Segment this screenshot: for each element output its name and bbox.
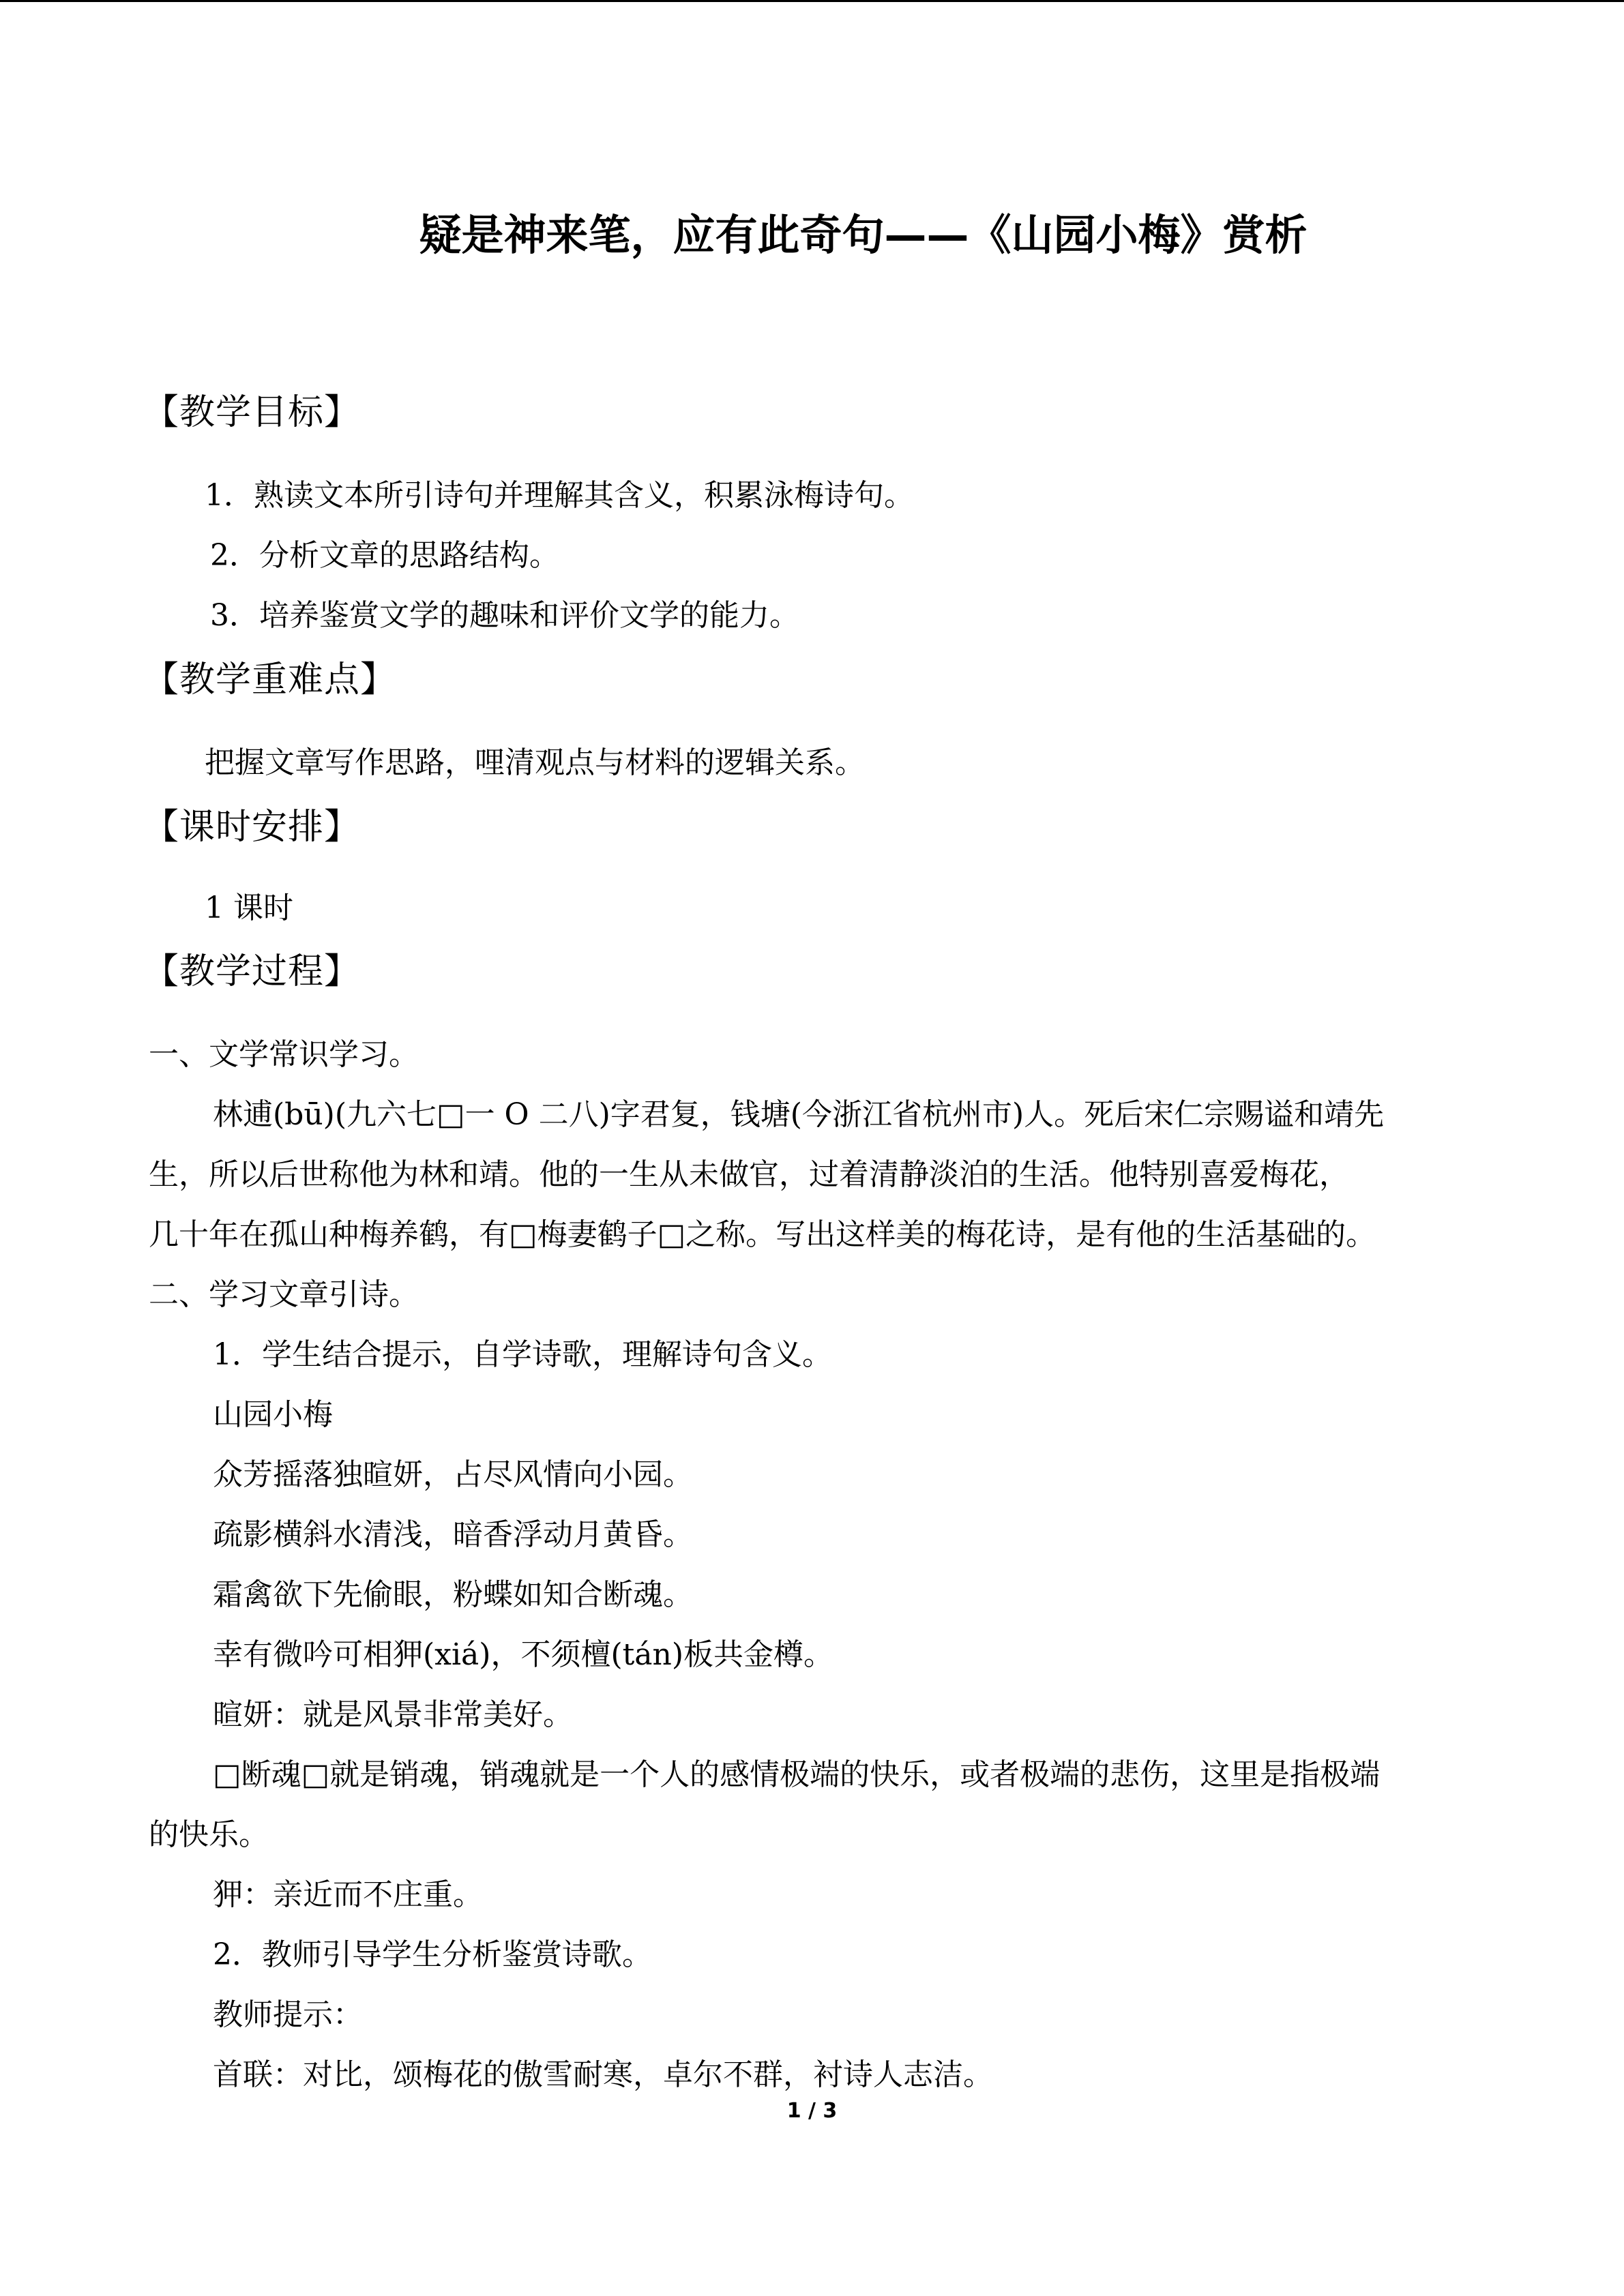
heading-teaching-process: 【教学过程】 xyxy=(143,951,361,992)
document-title: 疑是神来笔，应有此奇句——《山园小梅》赏析 xyxy=(419,210,1308,260)
poem-line-4: 幸有微吟可相狎(xiá)，不须檀(tán)板共金樽。 xyxy=(213,1637,834,1672)
note-xuanyan: 暄妍：就是风景非常美好。 xyxy=(213,1697,573,1732)
poem-line-1: 众芳摇落独暄妍，占尽风情向小园。 xyxy=(213,1457,693,1492)
top-border-line xyxy=(0,0,1624,2)
goal-item-3: 3．培养鉴赏文学的趣味和评价文学的能力。 xyxy=(210,598,799,633)
goal-item-1: 1．熟读文本所引诗句并理解其含义，积累泳梅诗句。 xyxy=(205,478,914,513)
note-duanhun-line-2: 的快乐。 xyxy=(149,1817,269,1852)
page-number: 1 / 3 xyxy=(786,2099,838,2123)
note-duanhun-line-1: □断魂□就是销魂，销魂就是一个人的感情极端的快乐，或者极端的悲伤，这里是指极端 xyxy=(213,1757,1381,1792)
heading-teaching-goals: 【教学目标】 xyxy=(143,392,361,433)
part1-title: 一、文学常识学习。 xyxy=(149,1037,419,1072)
part2-step2: 2．教师引导学生分析鉴赏诗歌。 xyxy=(213,1937,652,1972)
note-xia: 狎：亲近而不庄重。 xyxy=(213,1877,483,1912)
heading-key-points: 【教学重难点】 xyxy=(143,659,397,700)
part1-paragraph-line-2: 生，所以后世称他为林和靖。他的一生从未做官，过着清静淡泊的生活。他特别喜爱梅花， xyxy=(149,1157,1349,1192)
poem-title: 山园小梅 xyxy=(213,1397,333,1432)
poem-line-2: 疏影横斜水清浅，暗香浮动月黄昏。 xyxy=(213,1517,693,1552)
part1-paragraph-line-3: 几十年在孤山种梅养鹤，有□梅妻鹤子□之称。写出这样美的梅花诗，是有他的生活基础的。 xyxy=(149,1217,1376,1252)
goal-item-2: 2．分析文章的思路结构。 xyxy=(210,538,559,573)
part2-step1: 1．学生结合提示，自学诗歌，理解诗句含义。 xyxy=(213,1337,832,1372)
teacher-hint-first-couplet: 首联：对比，颂梅花的傲雪耐寒，卓尔不群，衬诗人志洁。 xyxy=(213,2057,993,2092)
part1-paragraph-line-1: 林逋(bū)(九六七□一 O 二八)字君复，钱塘(今浙江省杭州市)人。死后宋仁宗赐谥和靖先 xyxy=(213,1097,1385,1132)
heading-schedule: 【课时安排】 xyxy=(143,807,361,848)
part2-title: 二、学习文章引诗。 xyxy=(149,1277,419,1312)
poem-line-3: 霜禽欲下先偷眼，粉蝶如知合断魂。 xyxy=(213,1577,693,1612)
teacher-hint-label: 教师提示： xyxy=(213,1997,363,2032)
key-points-text: 把握文章写作思路，哩清观点与材料的逻辑关系。 xyxy=(205,745,865,780)
schedule-text: 1 课时 xyxy=(205,891,293,925)
